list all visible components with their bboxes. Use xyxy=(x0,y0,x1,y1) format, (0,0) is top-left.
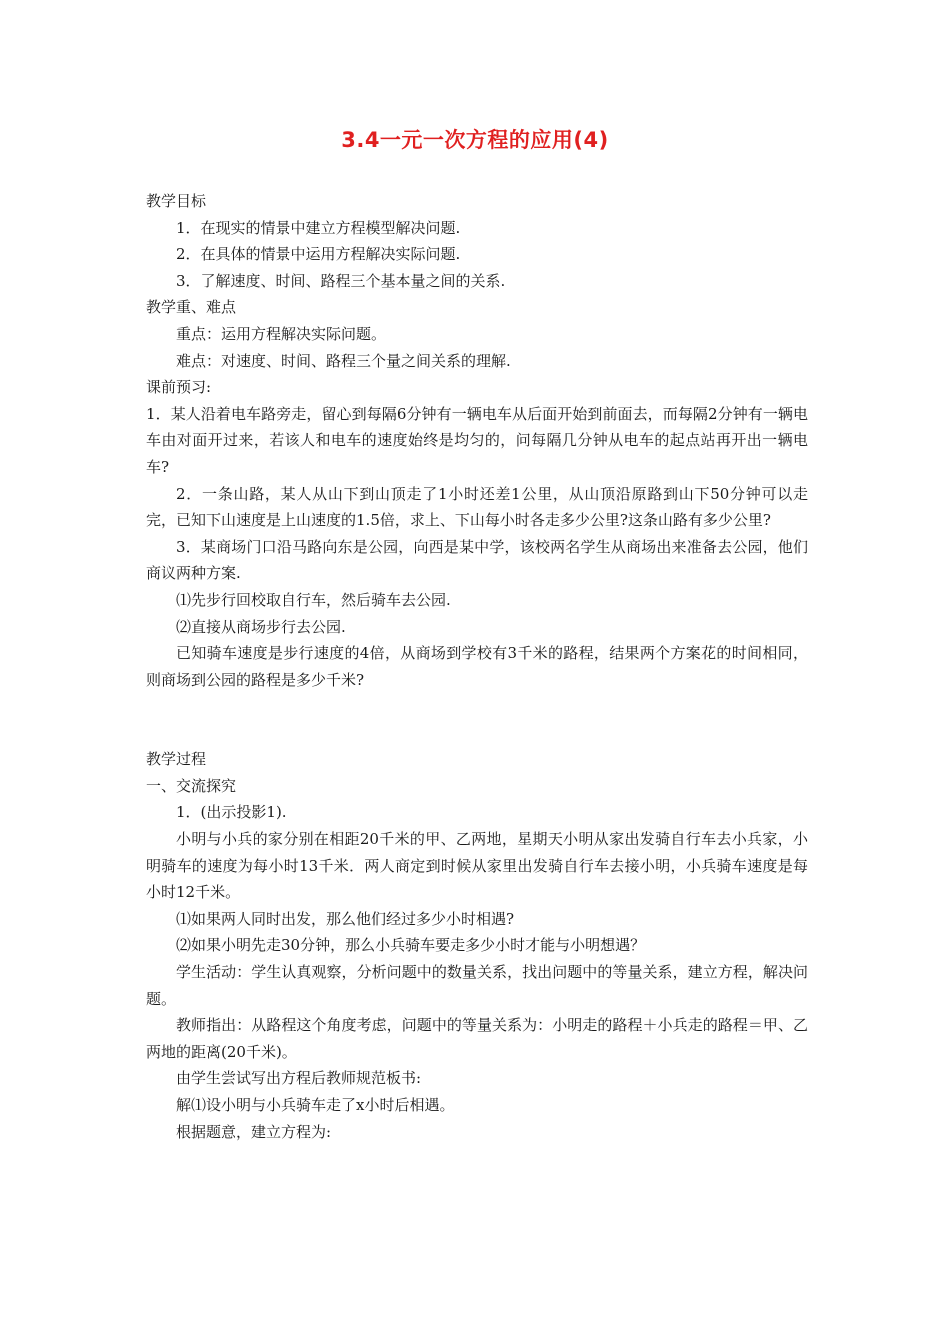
preview-problem-3-question: 已知骑车速度是步行速度的4倍，从商场到学校有3千米的路程，结果两个方案花的时间相同，则商场到公园的路程是多少千米? xyxy=(146,644,808,689)
preview-option-2: ⑵直接从商场步行去公园. xyxy=(176,617,346,636)
preview-problem-2: 2．一条山路，某人从山下到山顶走了1小时还差1公里，从山顶沿原路到山下50分钟可以走完，已知下山速度是上山速度的1.5倍，求上、下山每小时各走多少公里?这条山路有多少公里? xyxy=(146,484,808,530)
board-intro: 由学生尝试写出方程后教师规范板书: xyxy=(176,1069,422,1088)
document-body xyxy=(146,188,808,1145)
focus-heading: 教学重、难点 xyxy=(146,298,237,317)
page-title: 3.4一元一次方程的应用(4) xyxy=(341,128,609,152)
preview-problem-1: 1．某人沿着电车路旁走，留心到每隔6分钟有一辆电车从后面开始到前面去，而每隔2分钟有一辆电车由对面开过来，若该人和电车的速度始终是均匀的，问每隔几分钟从电车的起点站再开出一辆电车? xyxy=(146,404,808,476)
process-item-1: 1．(出示投影1). xyxy=(176,803,287,822)
preview-option-1: ⑴先步行回校取自行车，然后骑车去公园. xyxy=(176,590,451,609)
question-2: ⑵如果小明先走30分钟，那么小兵骑车要走多少小时才能与小明想遇？ xyxy=(176,936,646,955)
problem-story: 小明与小兵的家分别在相距20千米的甲、乙两地，星期天小明从家出发骑自行车去小兵家，小明骑车的速度为每小时13千米．两人商定到时候从家里出发骑自行车去接小明，小兵骑车速度是每小时12千米。 xyxy=(146,830,808,902)
objective-item-2: 2．在具体的情景中运用方程解决实际问题. xyxy=(176,245,461,264)
difficult-point: 难点：对速度、时间、路程三个量之间关系的理解. xyxy=(176,351,511,370)
objective-item-1: 1．在现实的情景中建立方程模型解决问题. xyxy=(176,218,461,237)
student-activity: 学生活动：学生认真观察，分析问题中的数量关系，找出问题中的等量关系，建立方程，解决问题。 xyxy=(146,963,808,1008)
objective-item-3: 3．了解速度、时间、路程三个基本量之间的关系. xyxy=(176,271,506,290)
preview-heading: 课前预习: xyxy=(146,378,212,397)
section-spacer xyxy=(146,693,808,746)
solution-step-1: 解⑴设小明与小兵骑车走了x小时后相遇。 xyxy=(176,1096,455,1114)
key-point: 重点：运用方程解决实际问题。 xyxy=(176,324,387,343)
section-heading-1: 一、交流探究 xyxy=(146,776,237,795)
teacher-note: 教师指出：从路程这个角度考虑，问题中的等量关系为：小明走的路程＋小兵走的路程＝甲、乙两地的距离(20千米)。 xyxy=(146,1016,808,1061)
process-heading: 教学过程 xyxy=(146,750,207,769)
question-1: ⑴如果两人同时出发，那么他们经过多少小时相遇? xyxy=(176,909,515,928)
objectives-heading: 教学目标 xyxy=(146,192,207,210)
solution-step-2: 根据题意，建立方程为: xyxy=(176,1122,332,1141)
preview-problem-3: 3．某商场门口沿马路向东是公园，向西是某中学，该校两名学生从商场出来准备去公园，他们商议两种方案. xyxy=(146,537,808,583)
